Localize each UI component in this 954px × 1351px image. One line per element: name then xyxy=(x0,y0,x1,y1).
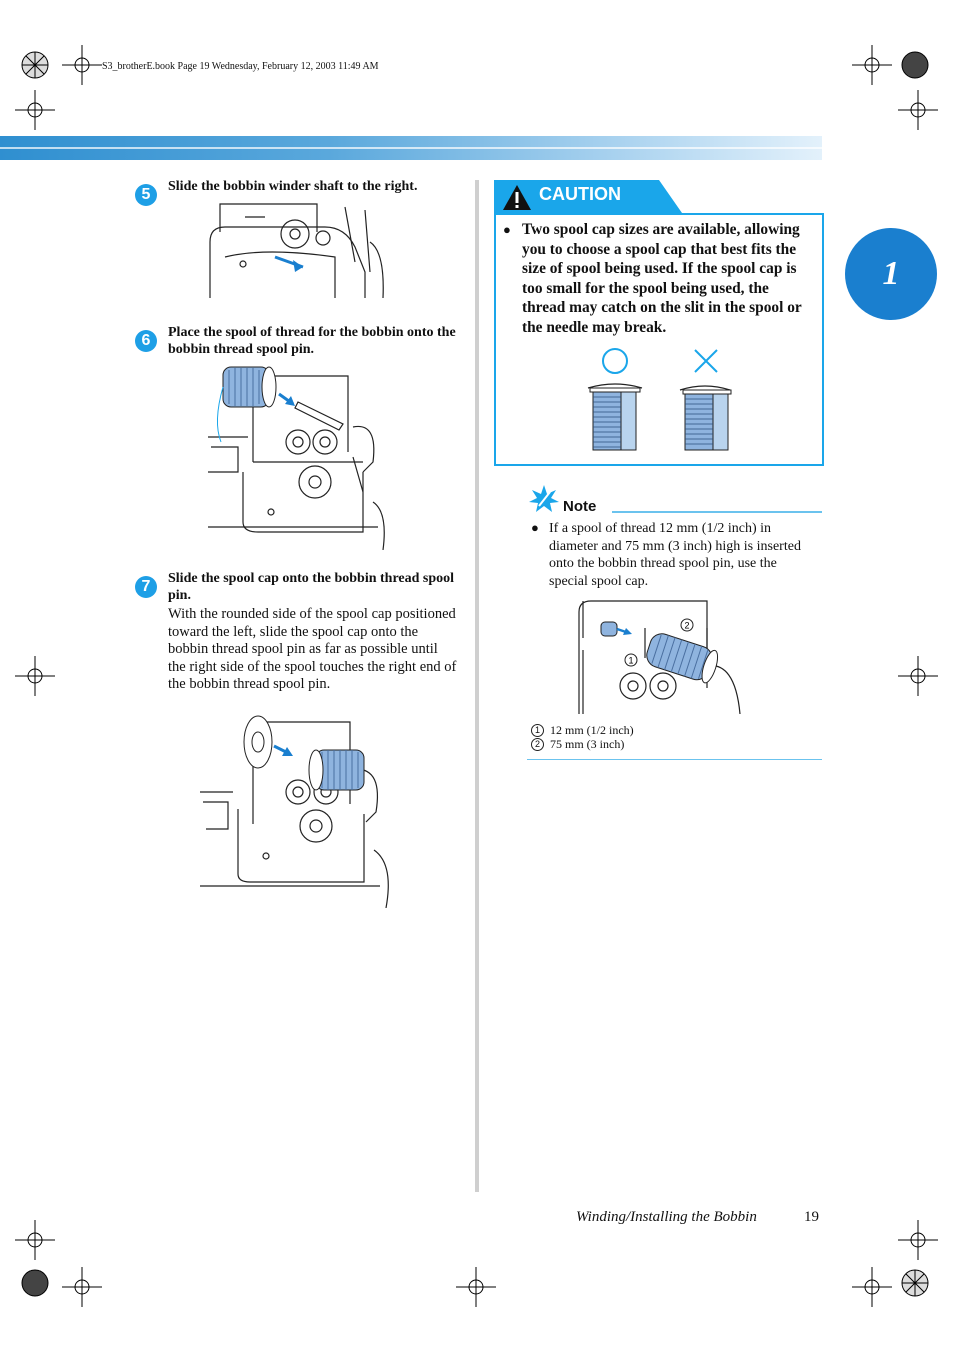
column-divider xyxy=(475,180,479,1192)
bobbin-winder-illustration xyxy=(205,202,385,300)
note-text: If a spool of thread 12 mm (1/2 inch) in diameter and 75 mm (3 inch) high is inserted onto the bobbin thread spool pin, use the special spool cap. xyxy=(549,521,801,589)
spool-incorrect xyxy=(680,386,731,450)
callout-2: 2 xyxy=(684,620,690,631)
spool-cap-illustration xyxy=(198,714,394,908)
step-6-title: Place the spool of thread for the bobbin onto the bobbin thread spool pin. xyxy=(168,325,456,357)
note-icon xyxy=(528,484,560,514)
spool-cap-comparison xyxy=(585,344,735,454)
header-band-line xyxy=(0,147,822,149)
legend-item-2 xyxy=(531,737,624,751)
page-number: 19 xyxy=(804,1209,819,1225)
spool-placement-illustration xyxy=(203,362,388,550)
step-7-title: Slide the spool cap onto the bobbin thread spool pin. xyxy=(168,571,455,603)
spool-correct xyxy=(588,384,642,450)
note-end-line xyxy=(527,759,822,760)
note-label: Note xyxy=(563,498,597,515)
caution-text: Two spool cap sizes are available, allowing you to choose a spool cap that best fits the size of spool being used. If the spool cap is too small for the spool being used, the thread may catch on the slit in the spool or the needle may break. xyxy=(522,221,802,336)
step-number-6: 6 xyxy=(135,330,157,352)
callout-1: 1 xyxy=(628,655,634,666)
legend-num-2: 2 xyxy=(531,738,544,751)
step-number-7: 7 xyxy=(135,576,157,598)
step-number-5: 5 xyxy=(135,184,157,206)
note-line xyxy=(612,511,822,513)
bullet-icon: ● xyxy=(531,520,539,535)
special-spool-cap-illustration xyxy=(575,598,745,714)
legend-num-1: 1 xyxy=(531,724,544,737)
incorrect-icon xyxy=(695,350,717,372)
step-5-title: Slide the bobbin winder shaft to the right. xyxy=(168,179,418,194)
header-meta: S3_brotherE.book Page 19 Wednesday, February 12, 2003 11:49 AM xyxy=(102,61,379,72)
legend-item-1 xyxy=(531,723,634,737)
footer-section-title: Winding/Installing the Bobbin xyxy=(576,1209,757,1225)
legend-text-1: 12 mm (1/2 inch) xyxy=(550,723,634,737)
step-7-body: With the rounded side of the spool cap positioned toward the left, slide the spool cap onto the bobbin thread spool pin as far as possible until the right side of the spool touches the right end of the bobbin thread spool pin. xyxy=(168,606,457,693)
correct-icon xyxy=(603,349,627,373)
chapter-tab: 1 xyxy=(845,228,937,320)
bullet-icon: ● xyxy=(503,222,511,237)
legend-text-2: 75 mm (3 inch) xyxy=(550,737,625,751)
caution-label: CAUTION xyxy=(539,184,621,204)
warning-icon xyxy=(502,184,532,211)
